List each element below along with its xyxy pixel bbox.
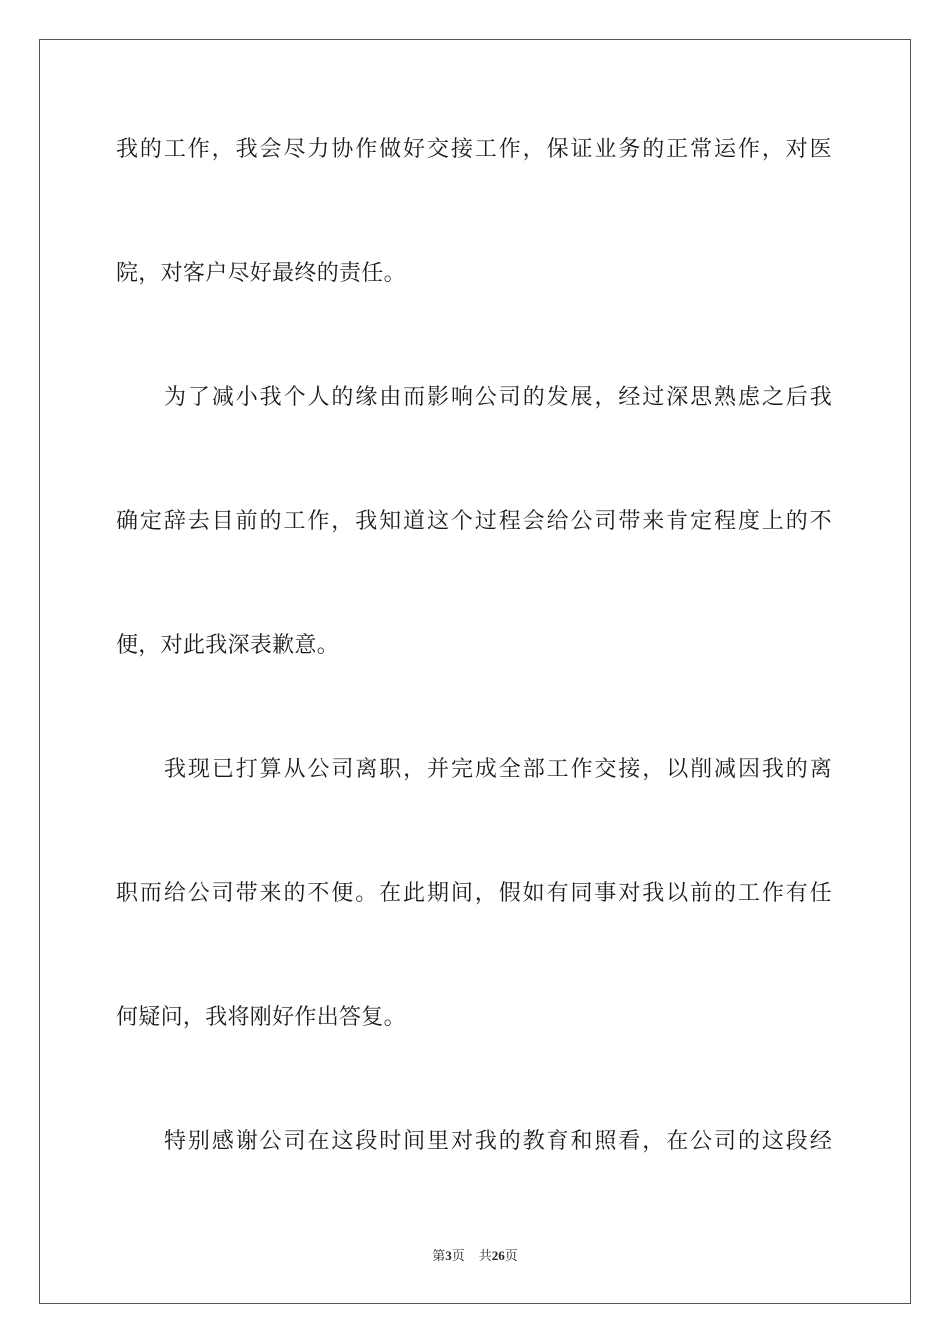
body-line-1: 我的工作，我会尽力协作做好交接工作，保证业务的正常运作，对医 bbox=[116, 137, 832, 162]
footer-page-suffix: 页 bbox=[451, 1249, 465, 1264]
body-line-6: 我现已打算从公司离职，并完成全部工作交接，以削减因我的离 bbox=[164, 757, 832, 782]
body-line-8: 何疑问，我将刚好作出答复。 bbox=[116, 1005, 406, 1030]
footer-total-pages: 26 bbox=[491, 1248, 505, 1263]
body-line-5: 便，对此我深表歉意。 bbox=[116, 633, 340, 658]
body-line-7: 职而给公司带来的不便。在此期间，假如有同事对我以前的工作有任 bbox=[116, 881, 832, 906]
body-line-2: 院，对客户尽好最终的责任。 bbox=[116, 261, 406, 286]
footer-page-number: 3 bbox=[445, 1248, 452, 1263]
footer-total-prefix: 共 bbox=[478, 1249, 492, 1264]
body-line-4: 确定辞去目前的工作，我知道这个过程会给公司带来肯定程度上的不 bbox=[116, 509, 832, 534]
footer-total-suffix: 页 bbox=[504, 1249, 518, 1264]
page-border bbox=[39, 39, 911, 1304]
footer-page-prefix: 第 bbox=[432, 1249, 446, 1264]
body-line-9: 特别感谢公司在这段时间里对我的教育和照看，在公司的这段经 bbox=[164, 1129, 832, 1154]
body-line-3: 为了减小我个人的缘由而影响公司的发展，经过深思熟虑之后我 bbox=[164, 385, 832, 410]
page-footer bbox=[0, 1247, 950, 1266]
